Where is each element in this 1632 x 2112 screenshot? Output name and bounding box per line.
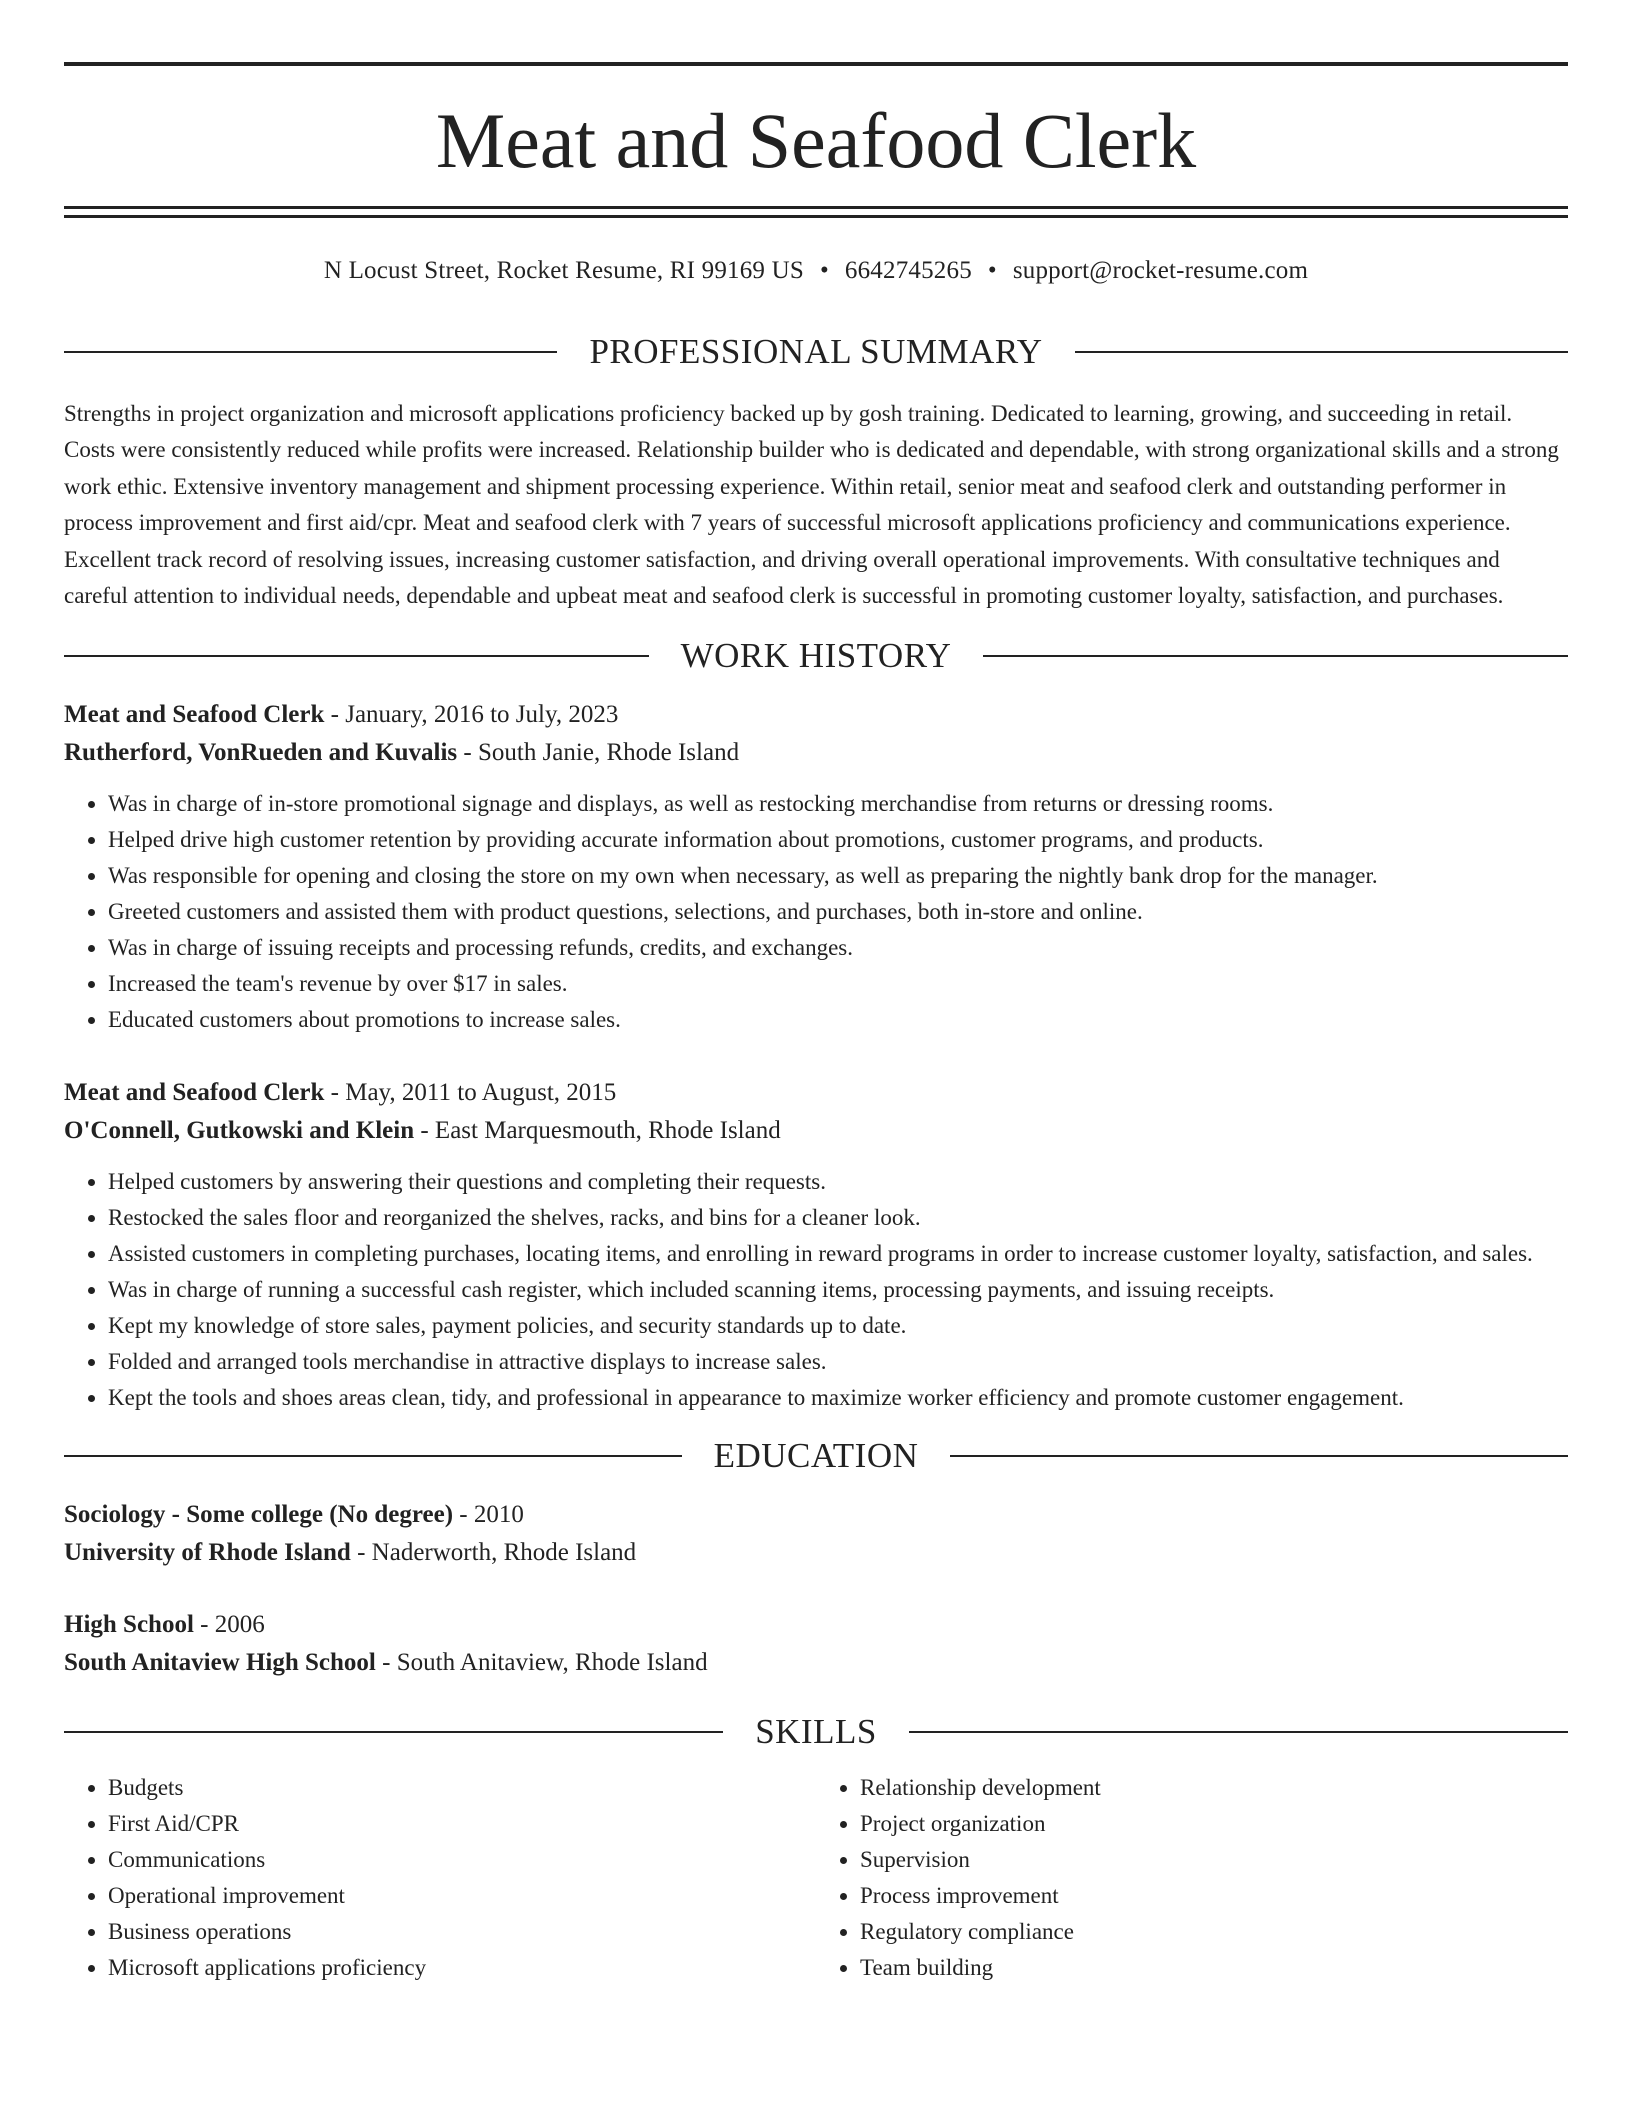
list-item: • Was in charge of running a successful cash register, which included scanning items, processing payments, and issuing receipts. xyxy=(108,1272,1568,1308)
resume-page xyxy=(64,0,1568,1986)
degree-line xyxy=(64,1606,1568,1644)
list-item: • Restocked the sales floor and reorganized the shelves, racks, and bins for a cleaner look. xyxy=(108,1200,1568,1236)
job-entry xyxy=(64,696,1568,1038)
list-item: • Relationship development xyxy=(860,1770,1568,1806)
list-item: • Budgets xyxy=(108,1770,816,1806)
section-heading-education xyxy=(64,1436,1568,1476)
school-line xyxy=(64,1644,1568,1682)
school-location: - Naderworth, Rhode Island xyxy=(350,1539,637,1567)
contact-separator: • xyxy=(819,257,829,284)
school-line xyxy=(64,1534,1568,1572)
degree-year: - 2006 xyxy=(193,1611,265,1639)
job-dates: - May, 2011 to August, 2015 xyxy=(324,1079,617,1107)
contact-separator: • xyxy=(987,257,997,284)
list-item: • Was responsible for opening and closing the store on my own when necessary, as well as preparing the nightly bank drop for the manager. xyxy=(108,858,1568,894)
school: South Anitaview High School xyxy=(64,1649,376,1677)
job-location: - East Marquesmouth, Rhode Island xyxy=(414,1117,781,1145)
section-title: EDUCATION xyxy=(713,1436,919,1476)
list-item: • Team building xyxy=(860,1950,1568,1986)
degree: Sociology - Some college (No degree) xyxy=(64,1501,454,1529)
section-heading-summary xyxy=(64,332,1568,372)
list-item: • First Aid/CPR xyxy=(108,1806,816,1842)
email-link[interactable]: support@rocket-resume.com xyxy=(1012,257,1309,284)
title-double-rule xyxy=(64,206,1568,218)
job-title-line xyxy=(64,696,1568,734)
job-location: - South Janie, Rhode Island xyxy=(457,739,740,767)
heading-rule xyxy=(983,655,1568,657)
heading-rule xyxy=(909,1731,1568,1733)
list-item: • Operational improvement xyxy=(108,1878,816,1914)
degree: High School xyxy=(64,1611,194,1639)
list-item: • Business operations xyxy=(108,1914,816,1950)
list-item: • Process improvement xyxy=(860,1878,1568,1914)
job-dates: - January, 2016 to July, 2023 xyxy=(324,701,619,729)
list-item: • Was in charge of issuing receipts and processing refunds, credits, and exchanges. xyxy=(108,930,1568,966)
address: N Locust Street, Rocket Resume, RI 99169 US xyxy=(323,257,804,284)
skills-list-left xyxy=(64,1770,816,1986)
list-item: • Greeted customers and assisted them with product questions, selections, and purchases, both in-store and online. xyxy=(108,894,1568,930)
education-entry xyxy=(64,1496,1568,1572)
job-title: Meat and Seafood Clerk xyxy=(64,701,325,729)
heading-rule xyxy=(64,655,649,657)
list-item: • Kept the tools and shoes areas clean, tidy, and professional in appearance to maximize worker efficiency and promote customer engagement. xyxy=(108,1380,1568,1416)
list-item: • Helped customers by answering their questions and completing their requests. xyxy=(108,1164,1568,1200)
degree-year: - 2010 xyxy=(453,1501,524,1529)
heading-rule xyxy=(950,1455,1568,1457)
list-item: • Helped drive high customer retention by providing accurate information about promotions, customer programs, and products. xyxy=(108,822,1568,858)
contact-line xyxy=(64,254,1568,288)
heading-rule xyxy=(1075,351,1568,353)
phone: 6642745265 xyxy=(844,257,972,284)
job-company-line xyxy=(64,1112,1568,1150)
heading-rule xyxy=(64,351,557,353)
list-item: • Was in charge of in-store promotional signage and displays, as well as restocking merchandise from returns or dressing rooms. xyxy=(108,786,1568,822)
section-heading-work xyxy=(64,636,1568,676)
list-item: • Educated customers about promotions to increase sales. xyxy=(108,1002,1568,1038)
job-bullets xyxy=(64,1164,1568,1416)
list-item: • Project organization xyxy=(860,1806,1568,1842)
job-company-line xyxy=(64,734,1568,772)
school: University of Rhode Island xyxy=(64,1539,351,1567)
list-item: • Folded and arranged tools merchandise in attractive displays to increase sales. xyxy=(108,1344,1568,1380)
heading-rule xyxy=(64,1455,682,1457)
job-bullets xyxy=(64,786,1568,1038)
section-title: WORK HISTORY xyxy=(680,636,952,676)
list-item: • Kept my knowledge of store sales, payment policies, and security standards up to date. xyxy=(108,1308,1568,1344)
top-rule xyxy=(64,62,1568,66)
job-title: Meat and Seafood Clerk xyxy=(64,1079,325,1107)
section-title: PROFESSIONAL SUMMARY xyxy=(589,332,1043,371)
list-item: • Microsoft applications proficiency xyxy=(108,1950,816,1986)
section-heading-skills xyxy=(64,1712,1568,1752)
job-entry xyxy=(64,1074,1568,1416)
summary-text: Strengths in project organization and microsoft applications proficiency backed up by gosh training. Dedicated to learning, growing, and succeeding in retail. Costs were consistently reduced while profits were increased. Relationship builder who is dedicated and dependable, with strong organizational skills and a strong work ethic. Extensive inventory management and shipment processing experience. Within retail, senior meat and seafood clerk and outstanding performer in process improvement and first aid/cpr. Meat and seafood clerk with 7 years of successful microsoft applications proficiency and communications experience. Excellent track record of resolving issues, increasing customer satisfaction, and driving overall operational improvements. With consultative techniques and careful attention to individual needs, dependable and upbeat meat and seafood clerk is successful in promoting customer loyalty, satisfaction, and purchases. xyxy=(64,401,1559,609)
skills-list-right xyxy=(816,1770,1568,1986)
list-item: • Increased the team's revenue by over $17 in sales. xyxy=(108,966,1568,1002)
list-item: • Regulatory compliance xyxy=(860,1914,1568,1950)
degree-line xyxy=(64,1496,1568,1534)
section-title: SKILLS xyxy=(755,1712,877,1752)
skills-columns xyxy=(64,1770,1568,1986)
list-item: • Supervision xyxy=(860,1842,1568,1878)
job-company: Rutherford, VonRueden and Kuvalis xyxy=(64,739,458,767)
resume-title: Meat and Seafood Clerk xyxy=(435,97,1197,184)
school-location: - South Anitaview, Rhode Island xyxy=(375,1649,708,1677)
education-entry xyxy=(64,1606,1568,1682)
job-company: O'Connell, Gutkowski and Klein xyxy=(64,1117,415,1145)
list-item: • Communications xyxy=(108,1842,816,1878)
heading-rule xyxy=(64,1731,723,1733)
job-title-line xyxy=(64,1074,1568,1112)
list-item: • Assisted customers in completing purchases, locating items, and enrolling in reward programs in order to increase customer loyalty, satisfaction, and sales. xyxy=(108,1236,1568,1272)
